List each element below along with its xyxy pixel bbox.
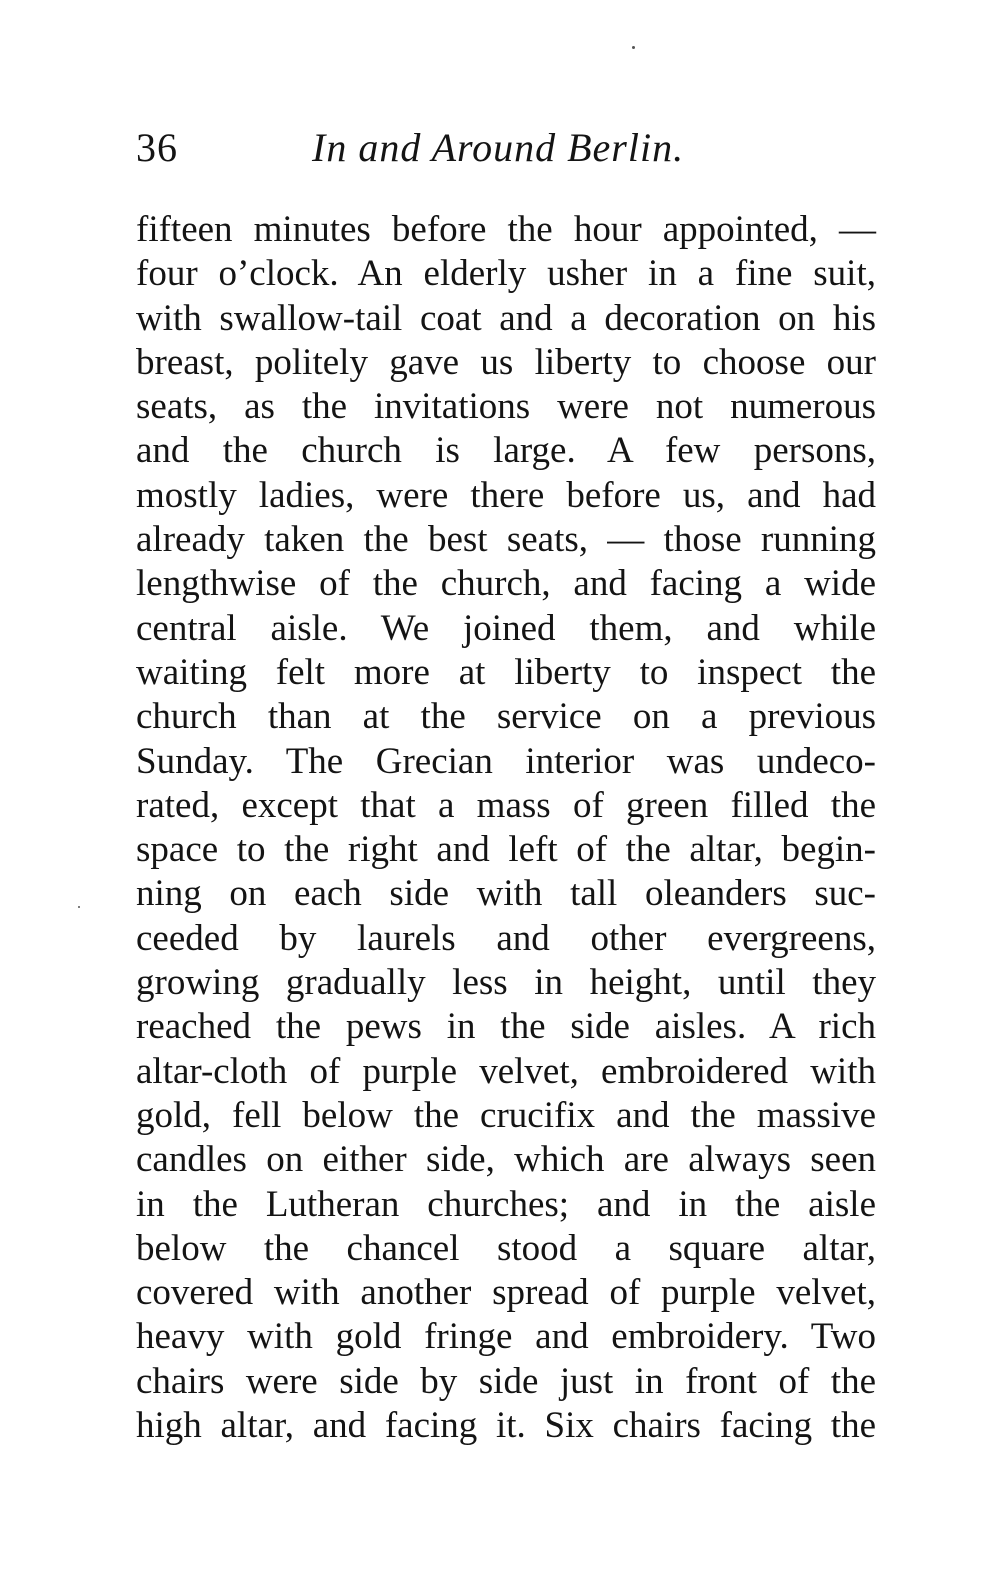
text-line: rated, except that a mass of green filled the: [136, 784, 876, 826]
text-line: fifteen minutes before the hour appointed, —: [136, 209, 876, 250]
page-number: 36: [136, 125, 178, 170]
body-text: [136, 208, 876, 1448]
text-line: covered with another spread of purple velvet,: [136, 1272, 876, 1314]
text-line: in the Lutheran churches; and in the aisle: [136, 1183, 876, 1225]
text-line: altar-cloth of purple velvet, embroidered with: [136, 1050, 876, 1092]
text-line: lengthwise of the church, and facing a wide: [136, 563, 876, 605]
scan-speck: [632, 46, 635, 49]
text-line: ning on each side with tall oleanders suc-: [136, 873, 876, 915]
text-line: growing gradually less in height, until they: [136, 962, 876, 1004]
text-line: waiting felt more at liberty to inspect the: [136, 651, 876, 693]
text-line: already taken the best seats, — those running: [136, 519, 876, 561]
text-line: and the church is large. A few persons,: [136, 430, 876, 472]
text-line: space to the right and left of the altar, begin-: [136, 829, 876, 871]
text-line: ceeded by laurels and other evergreens,: [136, 917, 876, 959]
text-line: central aisle. We joined them, and while: [136, 607, 876, 649]
text-line: mostly ladies, were there before us, and had: [136, 474, 876, 516]
text-line: with swallow-tail coat and a decoration on his: [136, 297, 876, 339]
text-line: four o’clock. An elderly usher in a fine suit,: [136, 253, 876, 295]
text-line: high altar, and facing it. Six chairs facing the: [136, 1405, 876, 1447]
text-line: below the chancel stood a square altar,: [136, 1227, 876, 1269]
text-line: seats, as the invitations were not numerous: [136, 386, 876, 428]
running-title: In and Around Berlin.: [312, 125, 685, 170]
text-line: gold, fell below the crucifix and the massive: [136, 1094, 876, 1136]
text-line: Sunday. The Grecian interior was undeco-: [136, 740, 876, 782]
text-line: breast, politely gave us liberty to choose our: [136, 341, 876, 383]
text-line: church than at the service on a previous: [136, 696, 876, 738]
text-line: chairs were side by side just in front of the: [136, 1360, 876, 1402]
text-line: candles on either side, which are always seen: [136, 1139, 876, 1181]
text-line: reached the pews in the side aisles. A rich: [136, 1006, 876, 1048]
scan-speck: [78, 906, 80, 908]
text-line: heavy with gold fringe and embroidery. Two: [136, 1316, 876, 1358]
